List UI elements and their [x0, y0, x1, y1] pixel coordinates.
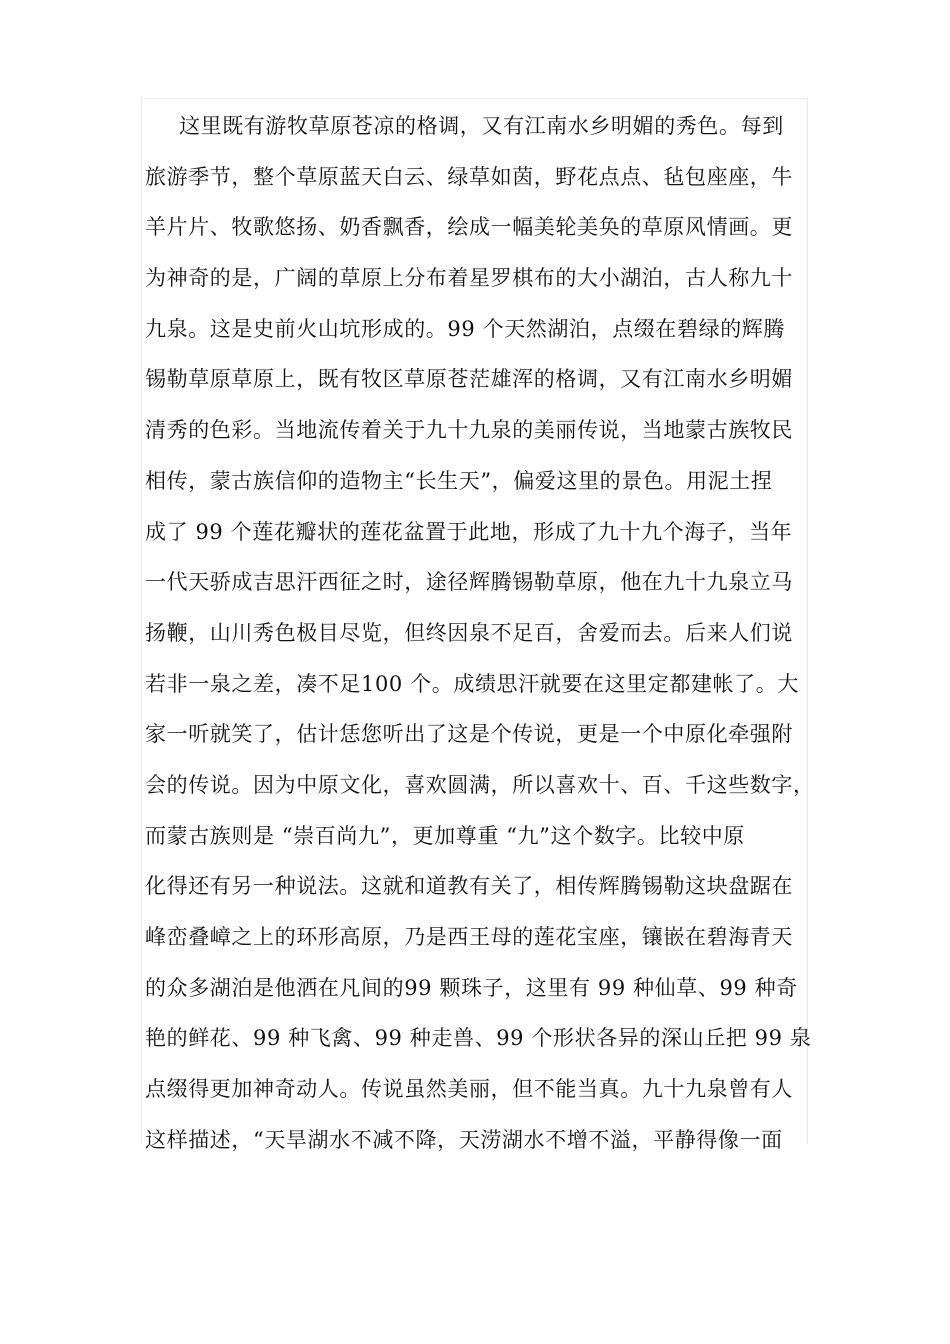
paragraph-line: 峰峦叠嶂之上的环形高原，乃是西王母的莲花宝座，镶嵌在碧海青天 — [145, 925, 793, 949]
paragraph-line: 会的传说。因为中原文化，喜欢圆满，所以喜欢十、百、千这些数字， — [145, 772, 815, 797]
paragraph-line: 相传，蒙古族信仰的造物主“长生天”，偏爱这里的景色。用泥土捏 — [145, 468, 773, 493]
paragraph-line: 清秀的色彩。当地流传着关于九十九泉的美丽传说，当地蒙古族牧民 — [145, 418, 793, 443]
paragraph-line: 点缀得更加神奇动人。传说虽然美丽，但不能当真。九十九泉曾有人 — [145, 1077, 793, 1102]
paragraph-line: 扬鞭，山川秀色极目尽览，但终因泉不足百，舍爱而去。后来人们说 — [145, 620, 793, 645]
paragraph-line: 成了 99 个莲花瓣状的莲花盆置于此地，形成了九十九个海子，当年 — [145, 519, 793, 544]
paragraph-line: 九泉。这是史前火山坑形成的。99 个天然湖泊，点缀在碧绿的辉腾 — [145, 316, 785, 341]
paragraph-line: 若非一泉之差，凑不足100 个。成绩思汗就要在这里定都建帐了。大 — [145, 671, 799, 696]
paragraph-line: 锡勒草原草原上，既有牧区草原苍茫雄浑的格调，又有江南水乡明媚 — [145, 367, 793, 392]
body-paragraph — [145, 101, 825, 1165]
paragraph-line: 一代天骄成吉思汗西征之时，途径辉腾锡勒草原，他在九十九泉立马 — [145, 570, 793, 595]
paragraph-line: 旅游季节，整个草原蓝天白云、绿草如茵，野花点点、毡包座座，牛 — [145, 164, 793, 189]
paragraph-line: 为神奇的是，广阔的草原上分布着星罗棋布的大小湖泊，古人称九十 — [145, 266, 793, 291]
paragraph-line: 这里既有游牧草原苍凉的格调，又有江南水乡明媚的秀色。每到 — [179, 114, 784, 138]
paragraph-line: 而蒙古族则是 “崇百尚九”，更加尊重 “九”这个数字。比较中原 — [145, 823, 745, 848]
paragraph-line: 家一听就笑了，估计恁您听出了这是个传说，更是一个中原化牵强附 — [145, 722, 793, 747]
paragraph-line: 化得还有另一种说法。这就和道教有关了，相传辉腾锡勒这块盘踞在 — [145, 874, 793, 899]
paragraph-line: 羊片片、牧歌悠扬、奶香飘香，绘成一幅美轮美奂的草原风情画。更 — [145, 215, 793, 240]
paragraph-line: 艳的鲜花、99 种飞禽、99 种走兽、99 个形状各异的深山丘把 99 泉 — [145, 1026, 812, 1051]
paragraph-line: 这样描述，“天旱湖水不减不降，天涝湖水不增不溢，平静得像一面 — [145, 1127, 783, 1152]
paragraph-line: 的众多湖泊是他洒在凡间的99 颗珠子，这里有 99 种仙草、99 种奇 — [145, 975, 798, 1000]
